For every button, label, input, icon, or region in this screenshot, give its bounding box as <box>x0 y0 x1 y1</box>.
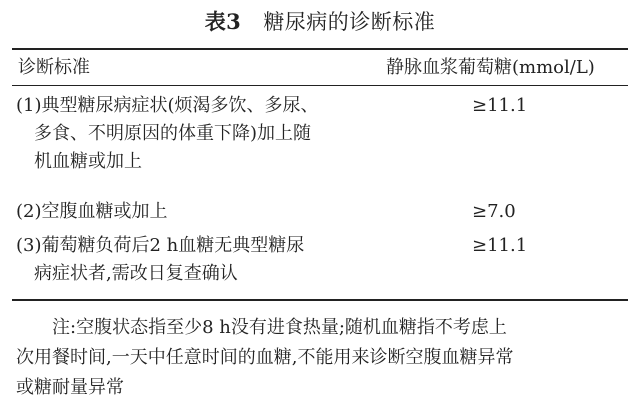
note-line: 或糖耐量异常 <box>16 377 124 398</box>
criterion-line: (1)典型糖尿病症状(烦渴多饮、多尿、 <box>16 95 319 116</box>
criterion-line: 机血糖或加上 <box>34 151 142 172</box>
header-value: 静脉血浆葡萄糖(mmol/L) <box>386 57 595 78</box>
table-row-criterion <box>16 198 366 226</box>
note-line: 次用餐时间,一天中任意时间的血糖,不能用来诊断空腹血糖异常 <box>16 347 514 368</box>
note-line: 注:空腹状态指至少8 h没有进食热量;随机血糖指不考虑上 <box>52 317 507 338</box>
criterion-line: 病症状者,需改日复查确认 <box>34 263 238 284</box>
table-note <box>16 313 628 403</box>
table-number: 表3 <box>204 9 242 34</box>
table-row-value: ≥11.1 <box>472 235 528 256</box>
table-row-criterion <box>16 92 366 176</box>
table-top-rule <box>12 48 628 50</box>
criterion-line: (2)空腹血糖或加上 <box>16 201 168 222</box>
table-row-value: ≥7.0 <box>472 201 516 222</box>
table-header-rule <box>12 85 628 86</box>
table-row-value: ≥11.1 <box>472 95 528 116</box>
criterion-line: 多食、不明原因的体重下降)加上随 <box>34 123 312 144</box>
table-title <box>0 8 640 36</box>
header-criterion: 诊断标准 <box>18 57 90 78</box>
table-title-text: 糖尿病的诊断标准 <box>263 10 436 34</box>
criterion-line: (3)葡萄糖负荷后2 h血糖无典型糖尿 <box>16 235 305 256</box>
table-bottom-rule <box>12 299 628 301</box>
table-row-criterion <box>16 232 366 288</box>
